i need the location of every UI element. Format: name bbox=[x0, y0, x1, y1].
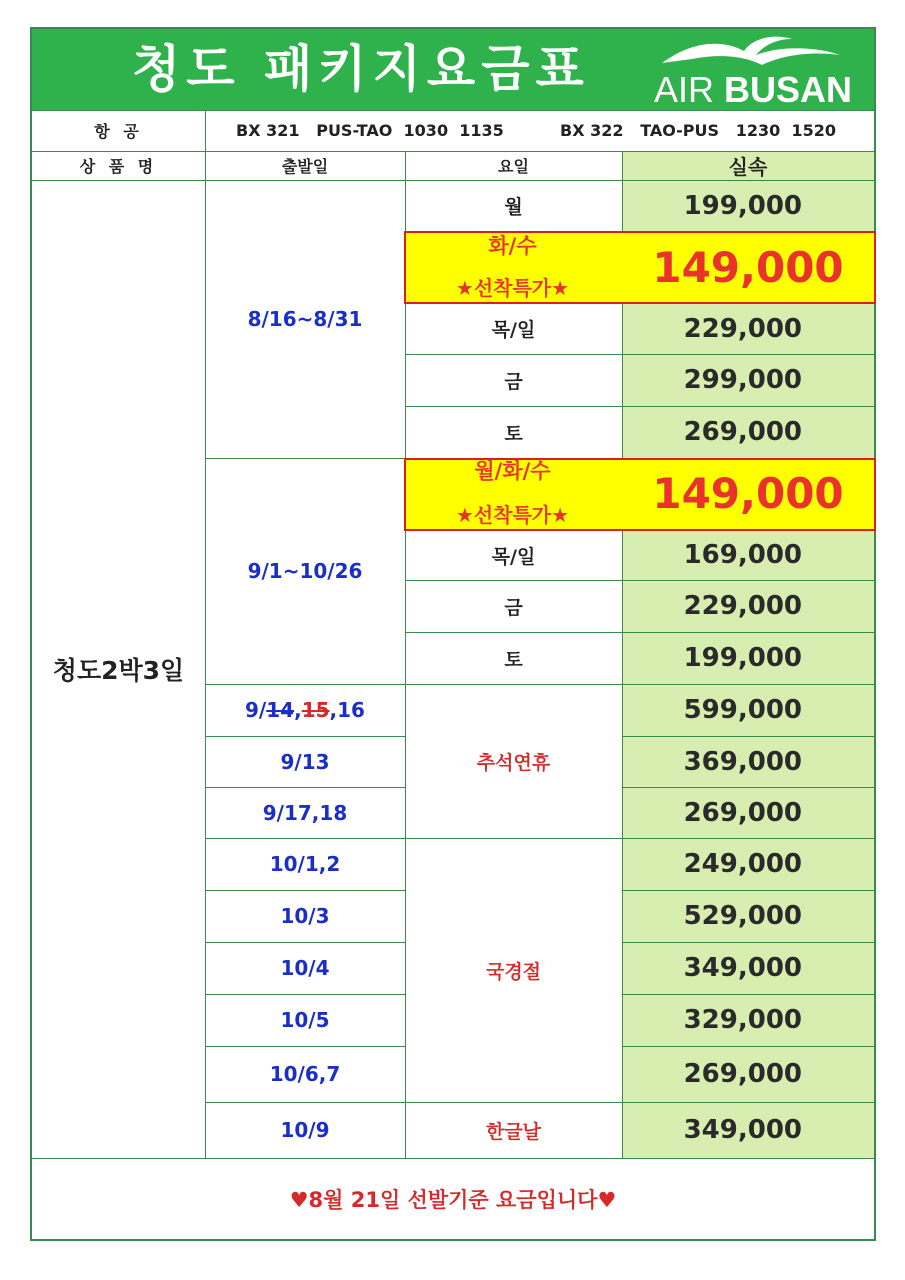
air-busan-logo bbox=[612, 31, 852, 109]
weekday-cell: 토 bbox=[504, 422, 523, 445]
holiday-label: 추석연휴 bbox=[476, 751, 551, 774]
weekday-cell: 금 bbox=[504, 370, 523, 393]
title-banner bbox=[32, 29, 874, 110]
bird-logo-icon bbox=[652, 33, 842, 73]
date-cell: 10/5 bbox=[280, 1008, 330, 1032]
column-header-product: 상 품 명 bbox=[79, 157, 158, 176]
weekday-cell: 월 bbox=[504, 196, 523, 218]
price-cell: 249,000 bbox=[683, 849, 802, 879]
date-cell: 9/17,18 bbox=[262, 800, 348, 825]
price-cell: 349,000 bbox=[683, 1115, 802, 1145]
price-cell: 369,000 bbox=[683, 746, 802, 777]
struck-date: 15 bbox=[301, 698, 330, 722]
date-rest: ,16 bbox=[329, 698, 365, 722]
weekday-cell: 목/일 bbox=[491, 319, 536, 341]
column-header-price: 실속 bbox=[728, 155, 768, 179]
date-comma: , bbox=[294, 698, 302, 722]
date-cell: 9/13 bbox=[280, 749, 330, 774]
weekday-cell: 금 bbox=[504, 596, 523, 619]
promo-note: ★선착특가★ bbox=[455, 276, 570, 300]
date-range-sep: 9/1~10/26 bbox=[247, 559, 363, 583]
price-cell: 199,000 bbox=[683, 643, 802, 673]
date-cell: 10/3 bbox=[280, 904, 330, 928]
date-range-aug: 8/16~8/31 bbox=[247, 307, 363, 331]
page-title: 청도 패키지요금표 bbox=[132, 40, 590, 98]
price-cell: 199,000 bbox=[683, 190, 802, 221]
outbound-flight: BX 321 PUS-TAO 1030 1135 bbox=[236, 121, 504, 140]
promo-price: 149,000 bbox=[652, 469, 844, 518]
price-cell: 229,000 bbox=[683, 313, 802, 344]
promo-note: ★선착특가★ bbox=[455, 503, 570, 527]
price-cell: 329,000 bbox=[683, 1005, 802, 1035]
date-cell: 10/1,2 bbox=[269, 852, 341, 876]
price-cell: 169,000 bbox=[683, 540, 802, 570]
flight-label: 항 공 bbox=[94, 122, 143, 141]
logo-prefix: AIR bbox=[653, 69, 714, 110]
column-header-departure: 출발일 bbox=[281, 157, 329, 176]
footer-note: ♥8월 21일 선발기준 요금입니다♥ bbox=[289, 1188, 617, 1212]
price-cell: 229,000 bbox=[683, 591, 802, 621]
divider bbox=[205, 110, 206, 152]
promo-price: 149,000 bbox=[652, 243, 844, 292]
weekday-cell: 토 bbox=[504, 648, 523, 671]
inbound-flight: BX 322 TAO-PUS 1230 1520 bbox=[560, 121, 836, 140]
logo-brand: BUSAN bbox=[723, 69, 852, 110]
holiday-label: 한글날 bbox=[485, 1120, 542, 1143]
price-cell: 599,000 bbox=[683, 695, 802, 725]
price-cell: 269,000 bbox=[683, 797, 802, 828]
date-cell: 10/4 bbox=[280, 956, 330, 980]
date-prefix: 9/ bbox=[245, 698, 267, 722]
price-cell: 269,000 bbox=[683, 1059, 802, 1089]
date-chuseok-first bbox=[205, 684, 405, 736]
price-cell: 269,000 bbox=[683, 417, 802, 447]
weekday-cell: 목/일 bbox=[491, 545, 536, 568]
column-header-weekday: 요일 bbox=[498, 157, 529, 176]
product-name: 청도2박3일 bbox=[52, 656, 185, 685]
promo-weekday: 월/화/수 bbox=[474, 459, 551, 483]
date-cell: 10/6,7 bbox=[269, 1062, 341, 1086]
holiday-label: 국경절 bbox=[485, 960, 542, 983]
price-cell: 299,000 bbox=[683, 365, 802, 395]
price-cell: 349,000 bbox=[683, 953, 802, 983]
struck-date: 14 bbox=[266, 698, 295, 722]
logo-wordmark bbox=[612, 71, 852, 109]
price-cell: 529,000 bbox=[683, 901, 802, 931]
promo-weekday: 화/수 bbox=[488, 234, 537, 258]
date-cell: 10/9 bbox=[280, 1118, 330, 1142]
